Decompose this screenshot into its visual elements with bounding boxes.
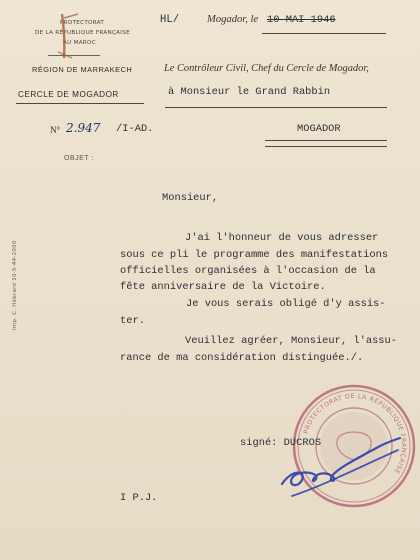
recipient-line: à Monsieur le Grand Rabbin [168, 86, 331, 98]
sender-line: Le Contrôleur Civil, Chef du Cercle de Mogador, [164, 63, 369, 74]
date-rule [262, 33, 386, 34]
letter-date: 10 MAI 1946 [267, 14, 336, 26]
body-line-1: J'ai l'honneur de vous adresser [185, 232, 379, 244]
place-prefix: Mogador, le [207, 14, 259, 25]
city-rule [265, 140, 387, 141]
body-line-7: Veuillez agréer, Monsieur, l'assu- [185, 335, 398, 347]
ref-number: 2.947 [66, 121, 101, 135]
handwritten-signature-icon [262, 424, 412, 504]
body-line-8: rance de ma considération distinguée./. [120, 352, 364, 364]
letterhead-cercle: CERCLE DE MOGADOR [18, 90, 119, 99]
salutation: Monsieur, [162, 192, 219, 204]
recipient-city: MOGADOR [297, 123, 341, 135]
letterhead-underline [16, 103, 144, 104]
margin-print: Imp. C. Hébrard 10-5-44-2000 [12, 240, 18, 330]
pencil-mark-icon [38, 8, 108, 68]
city-rule-2 [265, 146, 387, 147]
body-line-6: ter. [120, 315, 145, 327]
body-line-2: sous ce pli le programme des manifestations [120, 249, 389, 261]
letterhead-region: RÉGION DE MARRAKECH [32, 65, 133, 74]
recipient-rule [165, 107, 387, 108]
enclosure-note: I P.J. [120, 492, 158, 504]
body-line-5: Je vous serais obligé d'y assis- [186, 298, 386, 310]
svg-text:PROTECTORAT DE LA RÉPUBLIQUE F: PROTECTORAT DE LA RÉPUBLIQUE FRANÇAISE [302, 392, 408, 476]
objet-label: OBJET : [64, 155, 94, 162]
body-line-3: officielles organisées à l'occasion de la [120, 265, 376, 277]
ref-label: N° [50, 125, 61, 135]
body-line-4: fête anniversaire de la Victoire. [120, 281, 326, 293]
signature-label: signé: DUCROS [240, 437, 322, 449]
letterhead-republic: DE LA RÉPUBLIQUE FRANÇAISE [35, 30, 130, 36]
letterhead-morocco: AU MAROC [63, 40, 96, 46]
letterhead-protectorate: PROTECTORAT [60, 20, 105, 26]
ref-suffix: /I-AD. [116, 123, 154, 135]
initials: HL/ [160, 14, 180, 26]
